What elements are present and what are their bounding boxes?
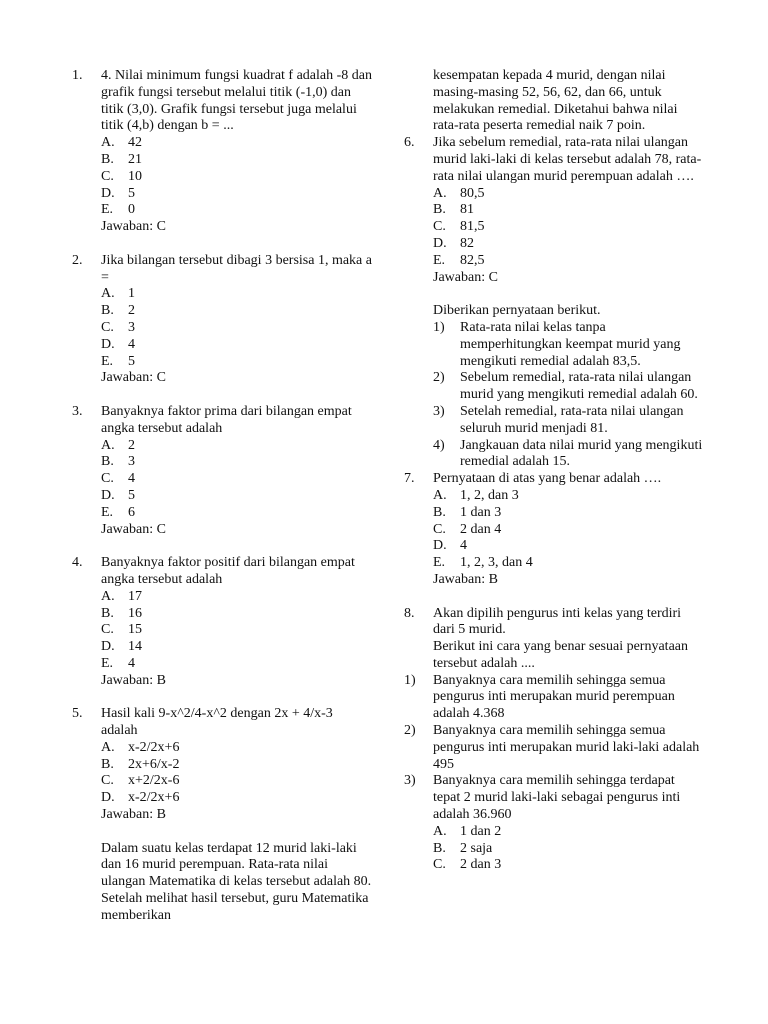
option-text: 1, 2, 3, dan 4: [460, 555, 533, 571]
option-letter: B.: [433, 202, 446, 218]
statement-text: Setelah remedial, rata-rata nilai ulangan seluruh murid menjadi 81.: [460, 403, 684, 436]
option-letter: A.: [101, 588, 115, 604]
question-text: Akan dipilih pengurus inti kelas yang terdiri dari 5 murid.: [433, 605, 682, 638]
question-number: 5.: [72, 706, 83, 722]
option-text: 2: [128, 437, 135, 453]
question-number: 4.: [72, 555, 83, 571]
question-text: Jika bilangan tersebut dibagi 3 bersisa 1, maka a =: [101, 252, 372, 285]
question-text: 4. Nilai minimum fungsi kuadrat f adalah -8 dan grafik fungsi tersebut melalui titik (-1,0) dan titik (3,0). Grafik fungsi tersebut juga melalui titik (4,b) dengan b = ...: [101, 68, 372, 134]
option-text: 81: [460, 202, 474, 218]
option-text: 1, 2, dan 3: [460, 487, 519, 503]
option-letter: C.: [433, 521, 446, 537]
option-letter: D.: [433, 235, 447, 251]
answer-line: Jawaban: B: [101, 807, 166, 823]
option-a: [101, 589, 372, 606]
option-c: [101, 471, 372, 488]
option-d: [101, 186, 372, 203]
question-6: [404, 135, 704, 286]
question-2: [72, 253, 372, 387]
option-c: [101, 169, 372, 186]
statement-2: [433, 370, 704, 404]
option-letter: E.: [433, 252, 446, 268]
option-e: [101, 656, 372, 673]
option-b: [433, 841, 704, 858]
q8-statement-2: [404, 723, 704, 773]
option-letter: B.: [101, 151, 114, 167]
statement-number: 3): [433, 403, 445, 419]
option-b: [101, 757, 372, 774]
option-text: 4: [128, 471, 135, 487]
option-b: [101, 303, 372, 320]
options-list: [101, 589, 372, 673]
option-d: [101, 639, 372, 656]
option-text: 21: [128, 151, 142, 167]
option-text: 82,5: [460, 252, 485, 268]
answer-line: Jawaban: C: [433, 269, 498, 285]
statement-4: [433, 438, 704, 472]
question-number: 7.: [404, 471, 415, 487]
option-letter: B.: [101, 756, 114, 772]
option-letter: C.: [101, 622, 114, 638]
right-column: [404, 68, 704, 874]
option-letter: A.: [433, 487, 447, 503]
statement-text: Banyaknya cara memilih sehingga semua pengurus inti merupakan murid laki-laki adalah 495: [433, 723, 700, 772]
option-text: 17: [128, 588, 142, 604]
context-continued: [404, 68, 704, 135]
option-text: 82: [460, 235, 474, 251]
question-text: Jika sebelum remedial, rata-rata nilai ulangan murid laki-laki di kelas tersebut adalah 78, rata-rata nilai ulangan murid perempuan adalah ….: [433, 135, 702, 184]
q8-statement-1: [404, 672, 704, 723]
options-list: [101, 438, 372, 522]
options-list: [101, 286, 372, 370]
option-a: [433, 186, 704, 203]
option-e: [433, 555, 704, 572]
option-letter: E.: [433, 555, 446, 571]
option-text: 81,5: [460, 219, 485, 235]
option-letter: A.: [101, 286, 115, 302]
option-text: 4: [128, 655, 135, 671]
option-text: 4: [128, 336, 135, 352]
option-e: [101, 505, 372, 522]
option-e: [101, 202, 372, 219]
statements-intro: Diberikan pernyataan berikut.: [433, 303, 601, 319]
option-letter: A.: [101, 135, 115, 151]
options-list: [101, 740, 372, 807]
statement-number: 2): [433, 370, 445, 386]
option-a: [433, 824, 704, 841]
option-b: [101, 454, 372, 471]
statement-text: Jangkauan data nilai murid yang mengikuti remedial adalah 15.: [460, 437, 703, 470]
statement-1: [433, 320, 704, 370]
option-letter: A.: [101, 437, 115, 453]
option-a: [101, 438, 372, 455]
option-letter: E.: [101, 353, 114, 369]
question-number: 8.: [404, 605, 415, 621]
question-subtext: Berikut ini cara yang benar sesuai pernyataan tersebut adalah ....: [433, 639, 689, 671]
context-text: Dalam suatu kelas terdapat 12 murid laki-laki dan 16 murid perempuan. Rata-rata nilai ulangan Matematika di kelas tersebut adalah 80. Setelah melihat hasil tersebut, guru Matematika memberikan: [101, 840, 372, 923]
option-c: [101, 773, 372, 790]
question-text: Hasil kali 9-x^2/4-x^2 dengan 2x + 4/x-3 adalah: [101, 706, 333, 739]
question-5: [72, 706, 372, 824]
option-e: [433, 253, 704, 270]
option-b: [101, 152, 372, 169]
option-text: 16: [128, 605, 142, 621]
option-text: 0: [128, 202, 135, 218]
question-1: [72, 68, 372, 236]
option-letter: D.: [101, 790, 115, 806]
option-letter: E.: [101, 655, 114, 671]
question-text: Banyaknya faktor prima dari bilangan empat angka tersebut adalah: [101, 403, 352, 436]
statement-number: 2): [404, 723, 416, 739]
option-a: [101, 740, 372, 757]
left-column: [72, 68, 372, 925]
option-letter: A.: [433, 185, 447, 201]
option-letter: E.: [101, 504, 114, 520]
option-b: [433, 505, 704, 522]
option-letter: C.: [101, 168, 114, 184]
option-text: 2 dan 4: [460, 521, 502, 537]
option-a: [101, 286, 372, 303]
option-a: [101, 135, 372, 152]
statement-text: Rata-rata nilai kelas tanpa memperhitungkan keempat murid yang mengikuti remedial adalah 83,5.: [460, 319, 681, 369]
option-text: 5: [128, 487, 135, 503]
context-paragraph: [72, 841, 372, 925]
statement-number: 3): [404, 773, 416, 789]
option-text: 2 dan 3: [460, 857, 502, 873]
option-text: x-2/2x+6: [128, 739, 180, 755]
question-text: Pernyataan di atas yang benar adalah ….: [433, 471, 662, 487]
question-number: 6.: [404, 135, 415, 151]
statement-3: [433, 404, 704, 438]
option-text: 14: [128, 639, 142, 655]
option-text: 1 dan 2: [460, 823, 502, 839]
option-text: 5: [128, 185, 135, 201]
option-text: 5: [128, 353, 135, 369]
option-letter: C.: [433, 219, 446, 235]
context-text: kesempatan kepada 4 murid, dengan nilai masing-masing 52, 56, 62, dan 66, untuk melakukan remedial. Diketahui bahwa nilai rata-rata peserta remedial naik 7 poin.: [433, 68, 678, 134]
options-list: [433, 824, 704, 874]
option-letter: B.: [433, 840, 446, 856]
option-text: 2: [128, 303, 135, 319]
option-letter: C.: [101, 319, 114, 335]
option-b: [101, 606, 372, 623]
statement-number: 1): [433, 319, 445, 335]
option-c: [433, 219, 704, 236]
option-text: x+2/2x-6: [128, 773, 180, 789]
statements-block: [404, 303, 704, 471]
question-text: Banyaknya faktor positif dari bilangan empat angka tersebut adalah: [101, 555, 355, 587]
option-letter: A.: [101, 739, 115, 755]
option-d: [433, 538, 704, 555]
option-letter: D.: [101, 336, 115, 352]
question-number: 2.: [72, 252, 83, 268]
option-text: 10: [128, 168, 142, 184]
option-letter: E.: [101, 202, 114, 218]
option-letter: A.: [433, 823, 447, 839]
option-c: [101, 320, 372, 337]
answer-line: Jawaban: B: [433, 571, 498, 587]
option-text: 1: [128, 286, 135, 302]
option-text: 3: [128, 319, 135, 335]
question-8: [404, 606, 704, 875]
option-letter: D.: [433, 538, 447, 554]
option-d: [101, 337, 372, 354]
question-3: [72, 404, 372, 538]
option-letter: C.: [101, 471, 114, 487]
answer-line: Jawaban: C: [101, 370, 166, 386]
options-list: [433, 488, 704, 572]
option-text: 1 dan 3: [460, 504, 502, 520]
option-letter: B.: [433, 504, 446, 520]
option-text: 2 saja: [460, 840, 493, 856]
option-letter: D.: [101, 487, 115, 503]
option-c: [101, 622, 372, 639]
question-7: [404, 471, 704, 589]
answer-line: Jawaban: C: [101, 521, 166, 537]
option-letter: B.: [101, 605, 114, 621]
answer-line: Jawaban: C: [101, 219, 166, 235]
options-list: [101, 135, 372, 219]
option-letter: D.: [101, 639, 115, 655]
option-c: [433, 522, 704, 539]
option-text: 3: [128, 454, 135, 470]
option-text: 15: [128, 622, 142, 638]
statement-number: 4): [433, 437, 445, 453]
option-text: 2x+6/x-2: [128, 756, 180, 772]
option-c: [433, 857, 704, 874]
option-text: x-2/2x+6: [128, 790, 180, 806]
option-d: [101, 488, 372, 505]
statement-text: Banyaknya cara memilih sehingga semua pengurus inti merupakan murid perempuan adalah 4.368: [433, 672, 675, 722]
option-e: [101, 354, 372, 371]
options-list: [433, 186, 704, 270]
option-letter: D.: [101, 185, 115, 201]
question-number: 1.: [72, 68, 83, 83]
statement-text: Banyaknya cara memilih sehingga terdapat tepat 2 murid laki-laki sebagai pengurus inti adalah 36.960: [433, 773, 681, 823]
statement-number: 1): [404, 672, 416, 688]
option-b: [433, 202, 704, 219]
option-text: 80,5: [460, 185, 485, 201]
option-letter: C.: [433, 857, 446, 873]
option-text: 6: [128, 504, 135, 520]
option-letter: B.: [101, 454, 114, 470]
q8-statement-3: [404, 773, 704, 823]
option-d: [101, 790, 372, 807]
option-letter: B.: [101, 303, 114, 319]
statement-text: Sebelum remedial, rata-rata nilai ulangan murid yang mengikuti remedial adalah 60.: [460, 370, 698, 403]
option-a: [433, 488, 704, 505]
question-4: [72, 555, 372, 689]
option-text: 42: [128, 135, 142, 151]
option-letter: C.: [101, 773, 114, 789]
option-d: [433, 236, 704, 253]
question-number: 3.: [72, 403, 83, 419]
answer-line: Jawaban: B: [101, 672, 166, 688]
option-text: 4: [460, 538, 467, 554]
